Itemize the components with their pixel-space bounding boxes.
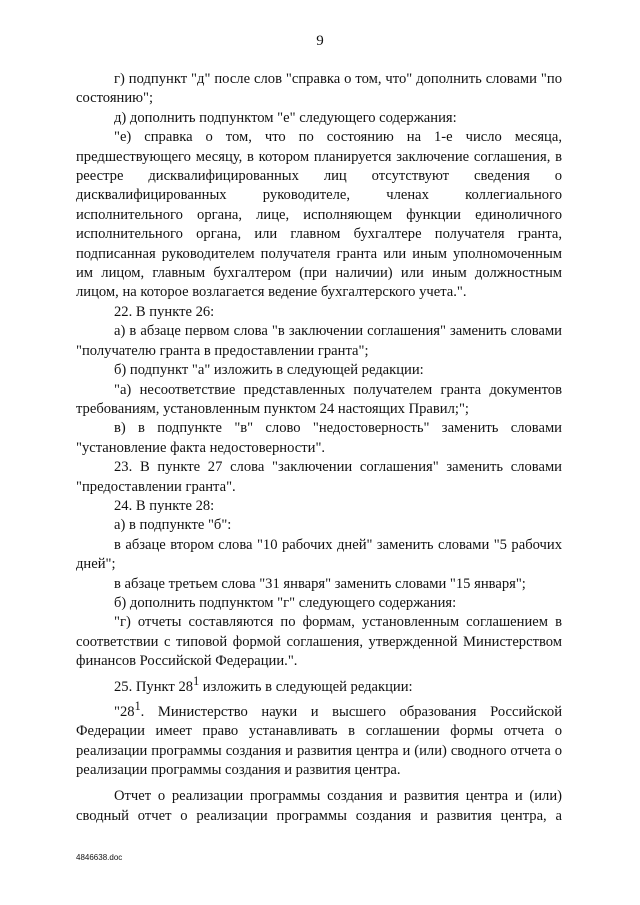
- document-body: [76, 70, 562, 826]
- paragraph-25-tail: изложить в следующей редакции:: [199, 678, 413, 695]
- paragraph-e-certificate: "е) справка о том, что по состоянию на 1-е число месяца, предшествующего месяцу, в котором планируется заключение соглашения, в реестре дисквалифицированных лиц отсутствуют сведения о дисквалифицированных руководителе, членах коллегиального исполнительного органа, лице, исполняющем функции единоличного исполнительного органа, или главном бухгалтере получателя гранта, подписанная руководителем получателя гранта или иным уполномоченным им лицом, главным бухгалтером (при наличии) или иным должностным лицом, на которое возлагается ведение бухгалтерского учета.".: [76, 129, 562, 301]
- document-file-id: 4846638.doc: [76, 853, 123, 862]
- paragraph-28-1-tail: . Министерство науки и высшего образования Российской Федерации имеет право устанавливать в соглашении формы отчета о реализации программы создания и развития центра и (или) сводного отчета о реализации программы создания и развития центра.: [76, 703, 562, 778]
- paragraph-report: Отчет о реализации программы создания и развития центра и (или) сводный отчет о реализации программы создания и развития центра, а: [76, 788, 562, 824]
- paragraph-24-b: б) дополнить подпунктом "г" следующего содержания:: [114, 594, 457, 611]
- paragraph-25-head: 25. Пункт 28: [114, 678, 194, 695]
- paragraph-25: [76, 672, 562, 697]
- paragraph-28-1-superscript: 1: [134, 698, 141, 713]
- paragraph-28-1-head: "28: [114, 703, 135, 720]
- paragraph-22-heading: 22. В пункте 26:: [114, 303, 215, 320]
- paragraph-24-a-third: в абзаце третьем слова "31 января" заменить словами "15 января";: [114, 575, 526, 592]
- page-number: 9: [316, 33, 324, 49]
- paragraph-24-a-second: в абзаце втором слова "10 рабочих дней" заменить словами "5 рабочих дней";: [76, 536, 562, 573]
- paragraph-25-superscript: 1: [193, 673, 200, 688]
- paragraph-22-v: в) в подпункте "в" слово "недостоверность" заменить словами "установление факта недостоверности".: [76, 420, 562, 456]
- paragraph-24-b-text: "г) отчеты составляются по формам, установленным соглашением в соответствии с типовой формой соглашения, утвержденной Министерством финансов Российской Федерации.".: [76, 614, 562, 670]
- paragraph-22-b-text: "а) несоответствие представленных получателем гранта документов требованиям, установленным пунктом 24 настоящих Правил;";: [76, 381, 562, 417]
- paragraph-22-a: а) в абзаце первом слова "в заключении соглашения" заменить словами "получателю гранта в предоставлении гранта";: [76, 323, 562, 359]
- paragraph-d-add-subpoint-e: д) дополнить подпунктом "е" следующего содержания:: [114, 109, 457, 126]
- paragraph-24-a: а) в подпункте "б":: [114, 517, 232, 534]
- paragraph-g-subpoint-d: г) подпункт "д" после слов "справка о том, что" дополнить словами "по состоянию";: [76, 71, 562, 107]
- paragraph-23: 23. В пункте 27 слова "заключении соглашения" заменить словами "предоставлении гранта".: [76, 459, 562, 495]
- paragraph-28-1-text: [76, 697, 562, 780]
- paragraph-24-heading: 24. В пункте 28:: [114, 497, 215, 514]
- paragraph-22-b: б) подпункт "а" изложить в следующей редакции:: [114, 362, 424, 379]
